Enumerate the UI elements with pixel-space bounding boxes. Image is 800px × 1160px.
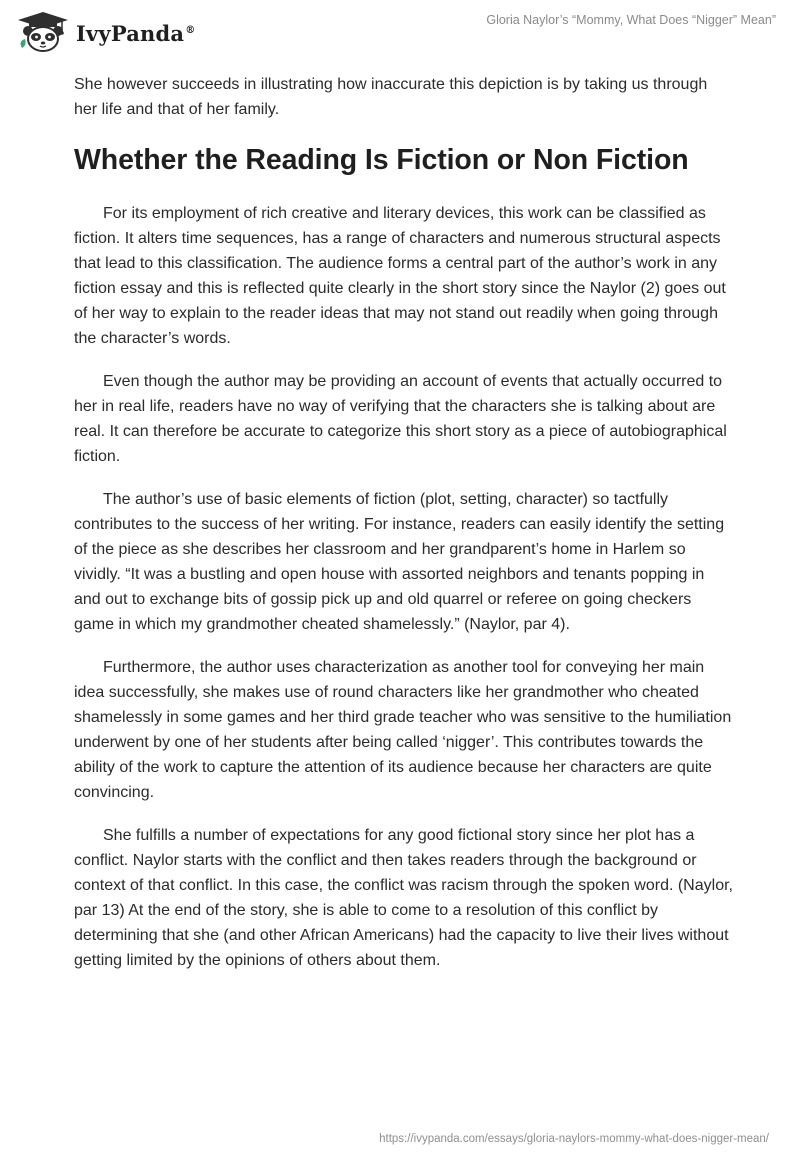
page-header <box>0 0 800 70</box>
article-body <box>74 72 734 991</box>
registered-mark: ® <box>185 24 196 36</box>
section-heading: Whether the Reading Is Fiction or Non Fiction <box>74 144 689 176</box>
brand-name <box>76 21 195 46</box>
intro-paragraph: She however succeeds in illustrating how inaccurate this depiction is by taking us through her life and that of her family. <box>74 76 708 118</box>
brand-text: IvyPanda <box>76 20 185 46</box>
paragraph-characterization: Furthermore, the author uses characterization as another tool for conveying her main idea successfully, she makes use of round characters like her grandmother who cheated shamelessly in some games and her third grade teacher who was sensitive to the humiliation underwent by one of her students after being called ‘nigger’. This contributes towards the ability of the work to capture the attention of its audience because her characters are quite convincing. <box>74 659 732 801</box>
paragraph-autobiographical: Even though the author may be providing an account of events that actually occurred to her in real life, readers have no way of verifying that the characters she is talking about are real. It can therefore be accurate to categorize this short story as a piece of autobiographical fiction. <box>74 373 727 465</box>
paragraph-conflict: She fulfills a number of expectations for any good fictional story since her plot has a conflict. Naylor starts with the conflict and then takes readers through the background or context of that conflict. In this case, the conflict was racism through the spoken word. (Naylor, par 13) At the end of the story, she is able to come to a resolution of this conflict by determining that she (and other African Americans) had the capacity to live their lives without getting limited by the opinions of others about them. <box>74 827 733 969</box>
source-url[interactable]: https://ivypanda.com/essays/gloria-naylors-mommy-what-does-nigger-mean/ <box>379 1133 769 1145</box>
paragraph-classification: For its employment of rich creative and literary devices, this work can be classified as fiction. It alters time sequences, has a range of characters and numerous structural aspects that lead to this classification. The audience forms a central part of the author’s work in any fiction essay and this is reflected quite clearly in the short story since the Naylor (2) goes out of her way to explain to the reader ideas that may not stand out readily when going through the character’s words. <box>74 205 726 347</box>
brand-logo[interactable] <box>16 10 195 54</box>
paragraph-elements-of-fiction: The author’s use of basic elements of fiction (plot, setting, character) so tactfully contributes to the success of her writing. For instance, readers can easily identify the setting of the piece as she describes her classroom and her grandparent’s home in Harlem so vividly. “It was a bustling and open house with assorted neighbors and tenants popping in and out to exchange bits of gossip pick up and old quarrel or referee on going checkers game in which my grandmother cheated shamelessly.” (Naylor, par 4). <box>74 491 725 633</box>
panda-graduate-icon <box>16 10 70 54</box>
document-title: Gloria Naylor’s “Mommy, What Does “Nigger” Mean” <box>486 13 776 27</box>
